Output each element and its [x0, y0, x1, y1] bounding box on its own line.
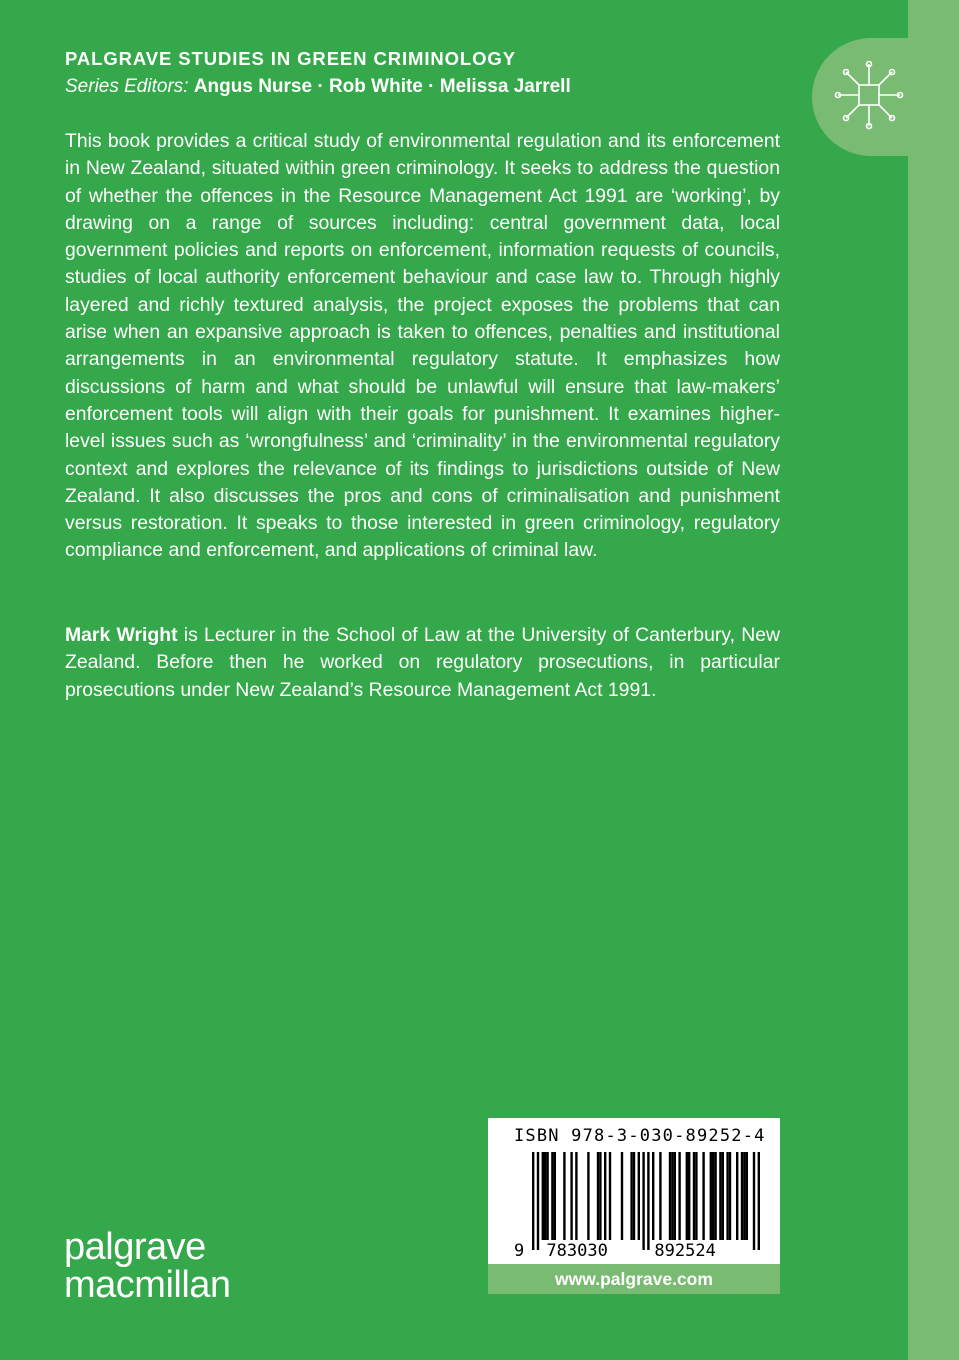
barcode-bar: [712, 1152, 714, 1240]
author-bio-text: is Lecturer in the School of Law at the University of Canterbury, New Zealand. Before then he worked on regulatory prosecutions, in particular prosecutions under New Zealand’s Resource Management Act 1991.: [65, 624, 780, 701]
barcode-bar: [693, 1152, 695, 1240]
barcode-bar: [686, 1152, 688, 1240]
barcode-digit-text: 9: [514, 1241, 525, 1261]
barcode-bar: [758, 1152, 760, 1250]
barcode-bar: [652, 1152, 654, 1240]
barcode-bar: [597, 1152, 599, 1240]
barcode-bar: [554, 1152, 556, 1240]
barcode-bar: [729, 1152, 731, 1240]
author-name: Mark Wright: [65, 624, 178, 646]
barcode-bar: [633, 1152, 635, 1240]
barcode-bar: [746, 1152, 748, 1240]
isbn-label: ISBN 978-3-030-89252-4: [514, 1126, 766, 1146]
barcode-bar: [546, 1152, 548, 1240]
barcode-bar: [753, 1152, 755, 1250]
barcode-bar: [570, 1152, 572, 1240]
barcode-bar: [604, 1152, 606, 1240]
barcode-bar: [659, 1152, 661, 1240]
barcode-bar: [563, 1152, 565, 1240]
barcode-bar: [638, 1152, 640, 1240]
barcode-bar: [674, 1152, 676, 1240]
barcode-bar: [532, 1152, 534, 1250]
series-logo-tab: [812, 38, 959, 156]
series-title: PALGRAVE STUDIES IN GREEN CRIMINOLOGY: [65, 48, 516, 69]
barcode-bar: [609, 1152, 611, 1240]
series-editors: [65, 76, 571, 98]
isbn-barcode-box: [488, 1118, 780, 1264]
barcode-bar: [647, 1152, 649, 1250]
barcode-bar: [714, 1152, 716, 1240]
author-bio: [65, 622, 780, 704]
barcode-digit-text: 892524: [654, 1241, 716, 1261]
barcode-bar: [710, 1152, 712, 1240]
series-editors-names: Angus Nurse · Rob White · Melissa Jarrell: [193, 76, 571, 97]
book-blurb: This book provides a critical study of environmental regulation and its enforcement in New Zealand, situated within green criminology. It seeks to address the question of whether the offences in the Resource Management Act 1991 are ‘working’, by drawing on a range of sources including: central government data, local government policies and reports on enforcement, information requests of councils, studies of local authority enforcement behaviour and case law to. Through highly layered and richly textured analysis, the project exposes the problems that can arise when an expansive approach is taken to offences, penalties and institutional arrangements in an environmental regulatory statute. It emphasizes how discussions of harm and what should be unlawful will ensure that law-makers’ enforcement tools will align with their goals for punishment. It examines higher-level issues such as ‘wrongfulness’ and ‘criminality’ in the environmental regulatory context and explores the relevance of its findings to jurisdictions outside of New Zealand. It also discusses the pros and cons of criminalisation and punishment versus restoration. It speaks to those interested in green criminology, regulatory compliance and enforcement, and applications of criminal law.: [65, 130, 780, 562]
barcode-bar: [726, 1152, 728, 1240]
barcode-bar: [688, 1152, 690, 1240]
publisher-logo: [64, 1228, 231, 1304]
barcode: [488, 1118, 780, 1264]
barcode-bar: [741, 1152, 743, 1240]
barcode-bar: [678, 1152, 680, 1240]
barcode-bar: [599, 1152, 601, 1240]
barcode-bar: [630, 1152, 632, 1240]
barcode-bar: [669, 1152, 671, 1240]
barcode-bar: [587, 1152, 589, 1240]
publisher-url: www.palgrave.com: [488, 1264, 780, 1294]
series-editors-label: Series Editors:: [65, 76, 189, 97]
barcode-bar: [551, 1152, 553, 1240]
barcode-bar: [542, 1152, 544, 1240]
barcode-bar: [719, 1152, 721, 1240]
barcode-bar: [702, 1152, 704, 1240]
barcode-bar: [575, 1152, 577, 1240]
barcode-bar: [743, 1152, 745, 1240]
book-spine-strip: [908, 0, 959, 1360]
publisher-name-line1: palgrave: [64, 1226, 206, 1268]
barcode-digit-text: 783030: [546, 1241, 608, 1261]
publisher-name-line2: macmillan: [64, 1264, 231, 1306]
barcode-bar: [736, 1152, 738, 1240]
palgrave-star-icon: [834, 60, 904, 130]
barcode-bar: [544, 1152, 546, 1240]
barcode-bar: [537, 1152, 539, 1250]
barcode-bar: [671, 1152, 673, 1240]
barcode-bar: [722, 1152, 724, 1240]
barcode-bar: [621, 1152, 623, 1240]
barcode-bar: [695, 1152, 697, 1240]
barcode-bar: [642, 1152, 644, 1250]
